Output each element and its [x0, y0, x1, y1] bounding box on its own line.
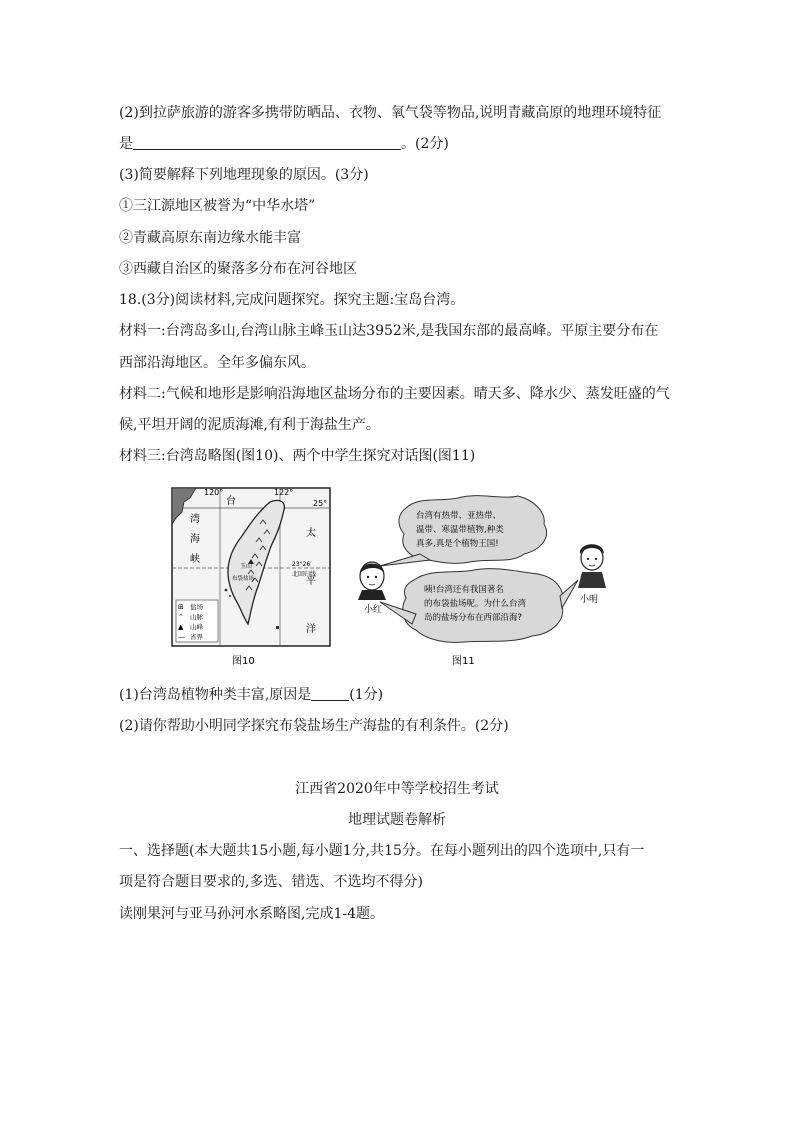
q17-3: (3)简要解释下列地理现象的原因。(3分)	[119, 167, 369, 183]
label-salt-field: 布袋盐场	[232, 576, 255, 582]
read-instruction: 读刚果河与亚马孙河水系略图,完成1-4题。	[119, 906, 384, 922]
q17-2-suffix: 。(2分)	[401, 136, 449, 152]
q17-2-prefix: 是	[119, 136, 133, 152]
lat-25-label: 25°	[313, 499, 328, 508]
exam-title: 江西省2020年中等学校招生考试	[295, 781, 499, 797]
material3: 材料三:台湾岛略图(图10)、两个中学生探究对话图(图11)	[119, 448, 476, 464]
q17-2-line1: (2)到拉萨旅游的游客多携带防晒品、衣物、氧气袋等物品,说明青藏高原的地理环境特征	[119, 105, 662, 121]
legend-sym-4: —	[178, 633, 185, 641]
q17-2-answer-blank[interactable]	[133, 135, 401, 150]
legend-label-1: 盐场	[190, 603, 203, 611]
bubble2-line3: 岛的盐场分布在西部沿海?	[424, 613, 523, 623]
q17-3-item1: ①三江源地区被誉为“中华水塔”	[119, 198, 316, 214]
material1-line1: 材料一:台湾岛多山,台湾山脉主峰玉山达3952米,是我国东部的最高峰。平原主要分布在	[119, 323, 659, 339]
bubble1-line2: 温带、寒温带植物,种类	[416, 525, 504, 535]
boy-name: 小明	[580, 595, 599, 605]
figure-11-dialogue	[358, 496, 606, 667]
girl-figure	[358, 562, 386, 615]
legend-sym-3: ▲	[178, 623, 184, 631]
material2-line2: 候,平坦开阔的泥质海滩,有利于海盐生产。	[119, 417, 380, 433]
bubble1-line1: 台湾有热带、亚热带、	[416, 511, 502, 521]
q17-2-line2	[119, 134, 449, 154]
q18-1-suffix: (1分)	[349, 687, 384, 703]
label-strait-2: 海	[190, 534, 200, 545]
figure-svg	[168, 484, 628, 674]
q18-1-answer-blank[interactable]	[311, 686, 349, 701]
lon-122-label: 122°	[274, 488, 294, 497]
legend-label-4: 省界	[190, 633, 203, 641]
bubble1-line3: 真多,真是个植物王国!	[416, 539, 499, 549]
legend-sym-2: ⌃	[178, 613, 184, 621]
label-strait-1: 湾	[190, 514, 200, 525]
figure-11-caption: 图11	[452, 656, 475, 667]
lon-120-label: 120°	[204, 488, 224, 497]
material2-line1: 材料二:气候和地形是影响沿海地区盐场分布的主要因素。晴天多、降水少、蒸发旺盛的气	[119, 386, 670, 402]
q17-3-item3: ③西藏自治区的聚落多分布在河谷地区	[119, 261, 357, 277]
q18-2: (2)请你帮助小明同学探究布袋盐场生产海盐的有利条件。(2分)	[119, 718, 509, 734]
q18-1-line	[119, 685, 383, 705]
section1-line2: 项是符合题目要求的,多选、错选、不选均不得分)	[119, 874, 423, 890]
section1-line1: 一、选择题(本大题共15小题,每小题1分,共15分。在每小题列出的四个选项中,只有一	[119, 843, 645, 859]
q17-3-item2: ②青藏高原东南边缘水能丰富	[119, 230, 301, 246]
label-pacific-1: 太	[306, 528, 316, 539]
q18-1-prefix: (1)台湾岛植物种类丰富,原因是	[119, 687, 312, 703]
exam-subtitle: 地理试题卷解析	[348, 812, 446, 828]
label-strait-3: 峡	[190, 554, 200, 565]
label-yushan: 玉山	[240, 563, 253, 570]
material1-line2: 西部沿海地区。全年多偏东风。	[119, 355, 315, 371]
label-tropic: 北回归线	[292, 571, 317, 578]
girl-name: 小红	[364, 605, 383, 615]
bubble2-line2: 的布袋盐场呢。为什么台湾	[424, 599, 527, 609]
boy-figure	[578, 544, 606, 605]
legend-label-2: 山脉	[190, 613, 203, 621]
label-pacific-2: 平	[306, 576, 316, 587]
label-pacific-3: 洋	[306, 624, 316, 635]
bubble2-line1: 咦!台湾还有我国著名	[424, 585, 504, 595]
map-legend	[176, 600, 218, 642]
figure-10-caption: 图10	[232, 656, 255, 667]
figures	[168, 484, 628, 674]
legend-sym-1: ⊞	[178, 603, 184, 611]
legend-label-3: 山峰	[190, 623, 203, 631]
q18-heading: 18.(3分)阅读材料,完成问题探究。探究主题:宝岛台湾。	[119, 292, 465, 308]
label-tropic-lat: 23°26′	[292, 561, 312, 568]
figure-10-map	[172, 488, 330, 667]
label-tai: 台	[226, 496, 236, 507]
